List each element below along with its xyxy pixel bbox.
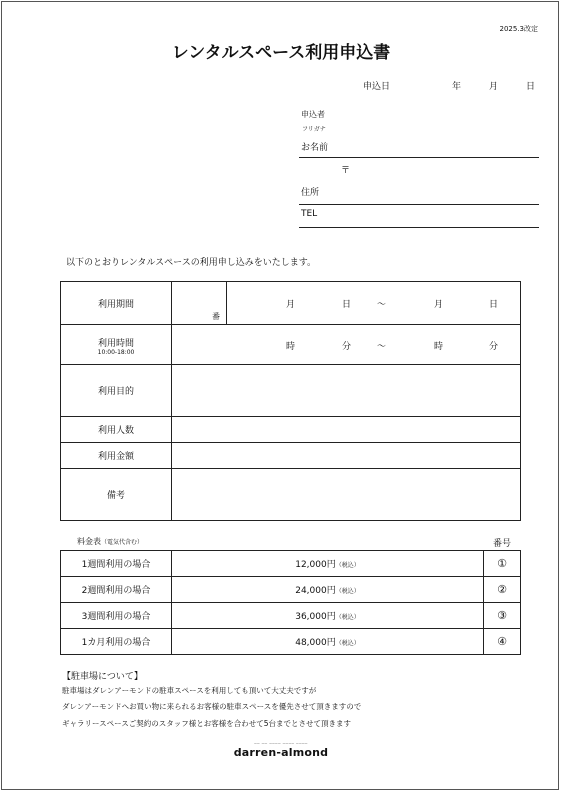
revision-date: 2025.3改定 [499, 25, 538, 33]
fee-price-cell [172, 551, 484, 577]
start-day: 日 [342, 300, 352, 310]
usage-period-cell[interactable] [227, 282, 521, 325]
fee-row [61, 603, 521, 629]
start-hour: 時 [286, 342, 296, 352]
parking-note-line: ギャラリースペースご契約のスタッフ様とお客様を合わせて5台までとさせて頂きます [62, 719, 352, 728]
parking-title: 【駐車場について】 [62, 672, 143, 682]
period-tilde: 〜 [377, 300, 387, 310]
day-label: 日 [526, 82, 536, 92]
parking-note-line: ダレンアーモンドへお買い物に来られるお客様の駐車スペースを優先させて頂きますので [62, 702, 362, 711]
start-minute: 分 [342, 342, 352, 352]
fee-number[interactable]: ② [484, 577, 521, 603]
fee-table-title-text: 料金表 [77, 537, 101, 546]
fee-row [61, 629, 521, 655]
notes-cell[interactable] [172, 469, 521, 521]
fee-price-cell [172, 629, 484, 655]
fee-price-cell [172, 603, 484, 629]
fee-price-cell [172, 577, 484, 603]
fee-row [61, 551, 521, 577]
usage-time-label: 利用時間 [97, 338, 134, 349]
usage-period-label: 利用期間 [61, 282, 172, 325]
fee-price: 12,000円 [295, 560, 336, 570]
fee-tax: （税込） [335, 588, 360, 595]
application-form-table [60, 281, 521, 521]
fee-plan: 2週間利用の場合 [61, 577, 172, 603]
address-underline [299, 204, 539, 205]
month-label: 月 [489, 82, 499, 92]
fee-price: 24,000円 [295, 586, 336, 596]
usage-purpose-cell[interactable] [172, 365, 521, 417]
fee-plan: 1週間利用の場合 [61, 551, 172, 577]
fee-plan: 1カ月利用の場合 [61, 629, 172, 655]
darren-almond-logo: darren-almond [233, 746, 329, 759]
fee-number-header: 番号 [493, 539, 512, 549]
end-minute: 分 [489, 342, 499, 352]
fee-table [60, 550, 521, 655]
usage-time-cell[interactable] [172, 325, 521, 365]
parking-note-line: 駐車場はダレンアーモンドの駐車スペースを利用しても頂いて大丈夫ですが [62, 686, 317, 695]
fee-tax: （税込） [335, 640, 360, 647]
application-date-label: 申込日 [363, 82, 391, 92]
number-suffix: 番 [212, 312, 220, 321]
end-day: 日 [489, 300, 499, 310]
tel-underline [299, 227, 539, 228]
fee-table-title [77, 536, 143, 547]
number-of-people-label: 利用人数 [61, 417, 172, 443]
end-hour: 時 [434, 342, 444, 352]
address-label: 住所 [301, 188, 320, 198]
notes-label: 備考 [61, 469, 172, 521]
usage-purpose-label: 利用目的 [61, 365, 172, 417]
fee-number[interactable]: ① [484, 551, 521, 577]
usage-amount-cell[interactable] [172, 443, 521, 469]
start-month: 月 [286, 300, 296, 310]
usage-time-range: 10:00-18:00 [97, 348, 135, 356]
intro-text: 以下のとおりレンタルスペースの利用申し込みをいたします。 [66, 258, 316, 268]
fee-number[interactable]: ④ [484, 629, 521, 655]
fee-number[interactable]: ③ [484, 603, 521, 629]
furigana-label: フリガナ [302, 126, 326, 133]
tel-label: TEL [301, 209, 318, 219]
fee-tax: （税込） [335, 562, 360, 569]
fee-plan: 3週間利用の場合 [61, 603, 172, 629]
fee-row [61, 577, 521, 603]
usage-time-cell-label [61, 325, 172, 365]
page-title: レンタルスペース利用申込書 [171, 43, 391, 63]
time-tilde: 〜 [377, 342, 387, 352]
fee-price: 48,000円 [295, 638, 336, 648]
postal-mark: 〒 [341, 166, 351, 176]
usage-amount-label: 利用金額 [61, 443, 172, 469]
fee-price: 36,000円 [295, 612, 336, 622]
number-cell[interactable] [172, 282, 227, 325]
applicant-label: 申込者 [301, 110, 325, 119]
end-month: 月 [434, 300, 444, 310]
logo-tagline: ── ── ──── ──── ──── [254, 741, 308, 746]
fee-table-title-note: （電気代含む） [101, 539, 144, 546]
year-label: 年 [452, 82, 462, 92]
name-label: お名前 [301, 143, 329, 153]
number-of-people-cell[interactable] [172, 417, 521, 443]
name-underline [299, 157, 539, 158]
fee-tax: （税込） [335, 614, 360, 621]
